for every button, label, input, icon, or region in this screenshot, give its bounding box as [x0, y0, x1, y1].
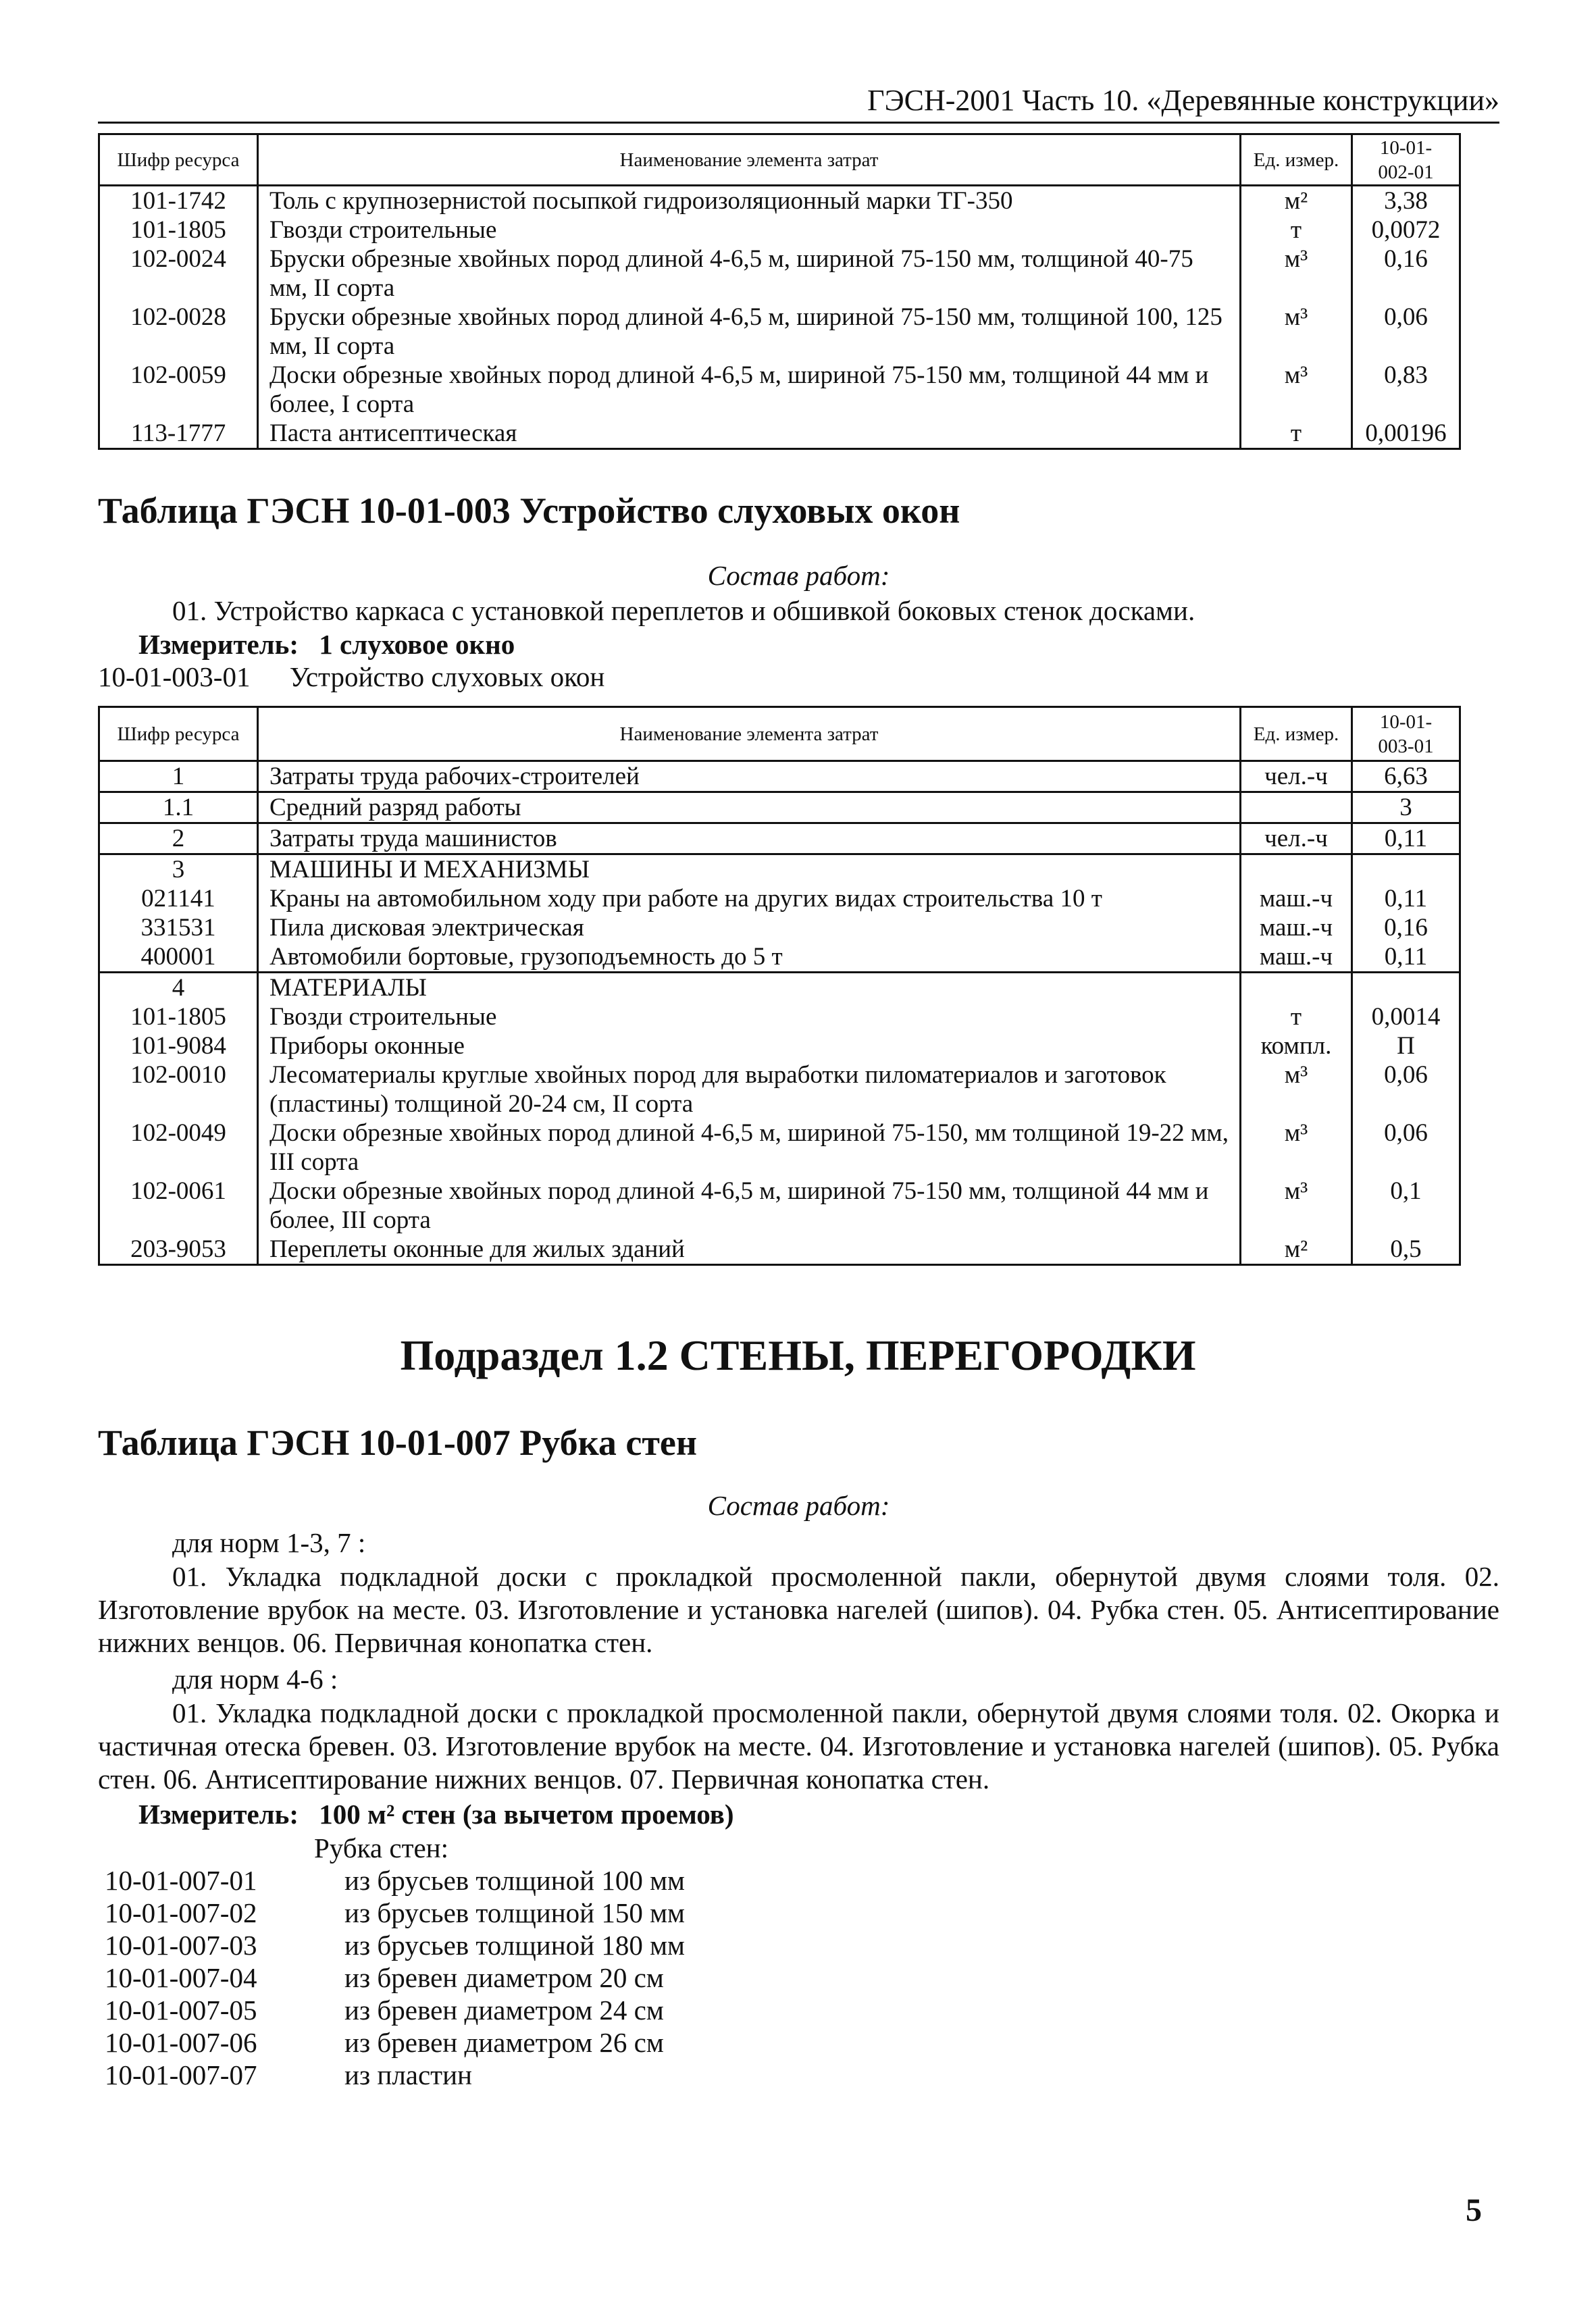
norm-value: 0,00196	[1352, 419, 1460, 449]
element-name: Краны на автомобильном ходу при работе на других видах строительства 10 т	[258, 884, 1241, 913]
resource-code: 4	[99, 973, 258, 1003]
norm-value: 0,06	[1352, 1119, 1460, 1177]
element-name: МАТЕРИАЛЫ	[258, 973, 1241, 1003]
norm-list-item	[105, 1897, 685, 1929]
norm-list-item	[105, 2026, 685, 2059]
resource-code: 102-0059	[99, 361, 258, 419]
table-row	[99, 792, 1460, 823]
norm-value: 0,16	[1352, 913, 1460, 942]
col-header-norm	[1352, 707, 1460, 761]
resource-code: 101-9084	[99, 1031, 258, 1060]
unit: маш.-ч	[1241, 913, 1352, 942]
unit: м²	[1241, 186, 1352, 216]
unit: м³	[1241, 1060, 1352, 1119]
subsection-title: Подраздел 1.2 СТЕНЫ, ПЕРЕГОРОДКИ	[400, 1331, 1196, 1379]
resource-code: 021141	[99, 884, 258, 913]
norm-value: П	[1352, 1031, 1460, 1060]
element-name: Пила дисковая электрическая	[258, 913, 1241, 942]
table-row	[99, 1119, 1460, 1177]
norm-code: 10-01-007-01	[105, 1865, 257, 1896]
element-name: Средний разряд работы	[258, 792, 1241, 823]
meter-003	[138, 628, 515, 661]
table-row	[99, 419, 1460, 449]
resource-code: 102-0049	[99, 1119, 258, 1177]
col-header-norm-line2: 003-01	[1378, 735, 1434, 757]
unit: м³	[1241, 245, 1352, 303]
table-row	[99, 1235, 1460, 1265]
element-name: Бруски обрезные хвойных пород длиной 4-6,5 м, шириной 75-150 мм, толщиной 100, 125 мм, II сорта	[258, 303, 1241, 361]
meter-label: Измеритель:	[138, 629, 299, 660]
norm-list-item	[105, 1994, 685, 2026]
col-header-code: Шифр ресурса	[99, 134, 258, 186]
element-name: Затраты труда рабочих-строителей	[258, 761, 1241, 792]
table-row	[99, 761, 1460, 792]
resource-code: 3	[99, 854, 258, 885]
running-header: ГЭСН-2001 Часть 10. «Деревянные конструкции»	[98, 80, 1499, 124]
norm-value: 0,5	[1352, 1235, 1460, 1265]
norm-value: 0,16	[1352, 245, 1460, 303]
norm-code: 10-01-007-04	[105, 1962, 257, 1993]
norm-code: 10-01-007-03	[105, 1930, 257, 1961]
norm-value: 0,0072	[1352, 215, 1460, 245]
norm-name: из бревен диаметром 24 см	[344, 1995, 664, 2026]
table-row	[99, 854, 1460, 885]
col-header-unit: Ед. измер.	[1241, 707, 1352, 761]
norm-value: 3,38	[1352, 186, 1460, 216]
norm-name: из брусьев толщиной 150 мм	[344, 1897, 685, 1928]
table-row	[99, 1002, 1460, 1031]
norm-code: 10-01-007-02	[105, 1897, 257, 1928]
work-item-003: 01. Устройство каркаса с установкой переплетов и обшивкой боковых стенок досками.	[172, 595, 1195, 626]
unit: маш.-ч	[1241, 942, 1352, 973]
resource-code: 1.1	[99, 792, 258, 823]
norm-value: 0,11	[1352, 823, 1460, 854]
table-row	[99, 823, 1460, 854]
table-row	[99, 913, 1460, 942]
table-title-003: Таблица ГЭСН 10-01-003 Устройство слуховых окон	[98, 490, 960, 531]
table-row	[99, 1177, 1460, 1235]
norm-value	[1352, 973, 1460, 1003]
table-row	[99, 215, 1460, 245]
norms-b-text: 01. Укладка подкладной доски с прокладкой просмоленной пакли, обернутой двумя слоями толя. 02. Окорка и частичная отеска бревен. 03. Изготовление врубок на месте. 04. Изготовление и установка нагелей (шипов). 05. Рубка стен. 06. Антисептирование нижних венцов. 07. Первичная конопатка стен.	[98, 1697, 1499, 1795]
element-name: Толь с крупнозернистой посыпкой гидроизоляционный марки ТГ-350	[258, 186, 1241, 216]
norm-name: из брусьев толщиной 100 мм	[344, 1865, 685, 1896]
norm-value: 0,11	[1352, 884, 1460, 913]
unit: м³	[1241, 1119, 1352, 1177]
unit	[1241, 973, 1352, 1003]
element-name: Лесоматериалы круглые хвойных пород для выработки пиломатериалов и заготовок (пластины) толщиной 20-24 см, II сорта	[258, 1060, 1241, 1119]
resource-code: 203-9053	[99, 1235, 258, 1265]
element-name: Гвозди строительные	[258, 1002, 1241, 1031]
norm-name: из пластин	[344, 2059, 472, 2090]
table-row	[99, 245, 1460, 303]
norm-code: 10-01-003-01	[98, 661, 251, 692]
unit: м²	[1241, 1235, 1352, 1265]
unit	[1241, 854, 1352, 885]
norm-code: 10-01-007-06	[105, 2027, 257, 2058]
resource-code: 101-1805	[99, 1002, 258, 1031]
col-header-norm-line1: 10-01-	[1379, 711, 1433, 733]
norms-b-label: для норм 4-6 :	[172, 1664, 338, 1695]
unit: м³	[1241, 361, 1352, 419]
resource-table-003	[98, 706, 1461, 1266]
norm-name: из брусьев толщиной 180 мм	[344, 1930, 685, 1961]
table-row	[99, 1060, 1460, 1119]
norm-list-item	[105, 1864, 685, 1897]
element-name: Затраты труда машинистов	[258, 823, 1241, 854]
unit: чел.-ч	[1241, 823, 1352, 854]
col-header-norm-line1: 10-01-	[1379, 136, 1433, 159]
unit: т	[1241, 1002, 1352, 1031]
composition-label-003: Состав работ:	[707, 560, 890, 591]
meter-value: 1 слуховое окно	[319, 629, 515, 660]
unit: компл.	[1241, 1031, 1352, 1060]
norms-a-text: 01. Укладка подкладной доски с прокладкой просмоленной пакли, обернутой двумя слоями толя. 02. Изготовление врубок на месте. 03. Изготовление и установка нагелей (шипов). 04. Рубка стен. 05. Антисептирование нижних венцов. 06. Первичная конопатка стен.	[98, 1561, 1499, 1658]
resource-code: 113-1777	[99, 419, 258, 449]
col-header-code: Шифр ресурса	[99, 707, 258, 761]
meter-007	[138, 1798, 734, 1830]
element-name: Бруски обрезные хвойных пород длиной 4-6,5 м, шириной 75-150 мм, толщиной 40-75 мм, II сорта	[258, 245, 1241, 303]
resource-code: 2	[99, 823, 258, 854]
norm-value: 0,1	[1352, 1177, 1460, 1235]
norm-value: 3	[1352, 792, 1460, 823]
resource-code: 102-0010	[99, 1060, 258, 1119]
norm-value: 0,11	[1352, 942, 1460, 973]
resource-code: 102-0061	[99, 1177, 258, 1235]
resource-code: 400001	[99, 942, 258, 973]
norm-value: 0,0014	[1352, 1002, 1460, 1031]
element-name: Автомобили бортовые, грузоподъемность до 5 т	[258, 942, 1241, 973]
norms-list-heading: Рубка стен:	[314, 1832, 449, 1863]
norm-code: 10-01-007-05	[105, 1995, 257, 2026]
norm-code: 10-01-007-07	[105, 2059, 257, 2090]
norm-name: из бревен диаметром 26 см	[344, 2027, 664, 2058]
norm-name: Устройство слуховых окон	[289, 661, 605, 692]
col-header-norm-line2: 002-01	[1378, 161, 1434, 183]
unit: чел.-ч	[1241, 761, 1352, 792]
element-name: Гвозди строительные	[258, 215, 1241, 245]
norm-value: 6,63	[1352, 761, 1460, 792]
element-name: Доски обрезные хвойных пород длиной 4-6,5 м, шириной 75-150 мм, толщиной 44 мм и более, I сорта	[258, 361, 1241, 419]
element-name: Паста антисептическая	[258, 419, 1241, 449]
norm-list-item	[105, 1929, 685, 1961]
meter-label: Измеритель:	[138, 1799, 299, 1830]
unit	[1241, 792, 1352, 823]
unit: м³	[1241, 1177, 1352, 1235]
element-name: Приборы оконные	[258, 1031, 1241, 1060]
unit: т	[1241, 419, 1352, 449]
table-row	[99, 303, 1460, 361]
table-row	[99, 361, 1460, 419]
col-header-name: Наименование элемента затрат	[258, 134, 1241, 186]
table-row	[99, 884, 1460, 913]
col-header-unit: Ед. измер.	[1241, 134, 1352, 186]
norm-value: 0,06	[1352, 303, 1460, 361]
resource-code: 102-0024	[99, 245, 258, 303]
norm-line-003	[98, 661, 604, 693]
element-name: Переплеты оконные для жилых зданий	[258, 1235, 1241, 1265]
page-number: 5	[1466, 2192, 1482, 2228]
meter-value: 100 м² стен (за вычетом проемов)	[319, 1799, 734, 1830]
table-row	[99, 186, 1460, 216]
norm-list-item	[105, 2059, 685, 2091]
resource-code: 101-1805	[99, 215, 258, 245]
resource-code: 331531	[99, 913, 258, 942]
resource-code: 102-0028	[99, 303, 258, 361]
element-name: Доски обрезные хвойных пород длиной 4-6,5 м, шириной 75-150 мм, толщиной 44 мм и более, III сорта	[258, 1177, 1241, 1235]
norm-list-item	[105, 1961, 685, 1994]
table-row	[99, 1031, 1460, 1060]
table-title-007: Таблица ГЭСН 10-01-007 Рубка стен	[98, 1422, 697, 1463]
table-row	[99, 973, 1460, 1003]
resource-table-002	[98, 133, 1461, 450]
norm-value: 0,83	[1352, 361, 1460, 419]
resource-code: 1	[99, 761, 258, 792]
element-name: Доски обрезные хвойных пород длиной 4-6,5 м, шириной 75-150, мм толщиной 19-22 мм, III сорта	[258, 1119, 1241, 1177]
norm-value: 0,06	[1352, 1060, 1460, 1119]
resource-code: 101-1742	[99, 186, 258, 216]
norm-value	[1352, 854, 1460, 885]
norms-list	[105, 1864, 685, 2091]
col-header-name: Наименование элемента затрат	[258, 707, 1241, 761]
table-row	[99, 942, 1460, 973]
norms-a-label: для норм 1-3, 7 :	[172, 1527, 366, 1558]
col-header-norm	[1352, 134, 1460, 186]
composition-label-007: Состав работ:	[707, 1490, 890, 1521]
element-name: МАШИНЫ И МЕХАНИЗМЫ	[258, 854, 1241, 885]
norm-name: из бревен диаметром 20 см	[344, 1962, 664, 1993]
unit: м³	[1241, 303, 1352, 361]
unit: т	[1241, 215, 1352, 245]
unit: маш.-ч	[1241, 884, 1352, 913]
